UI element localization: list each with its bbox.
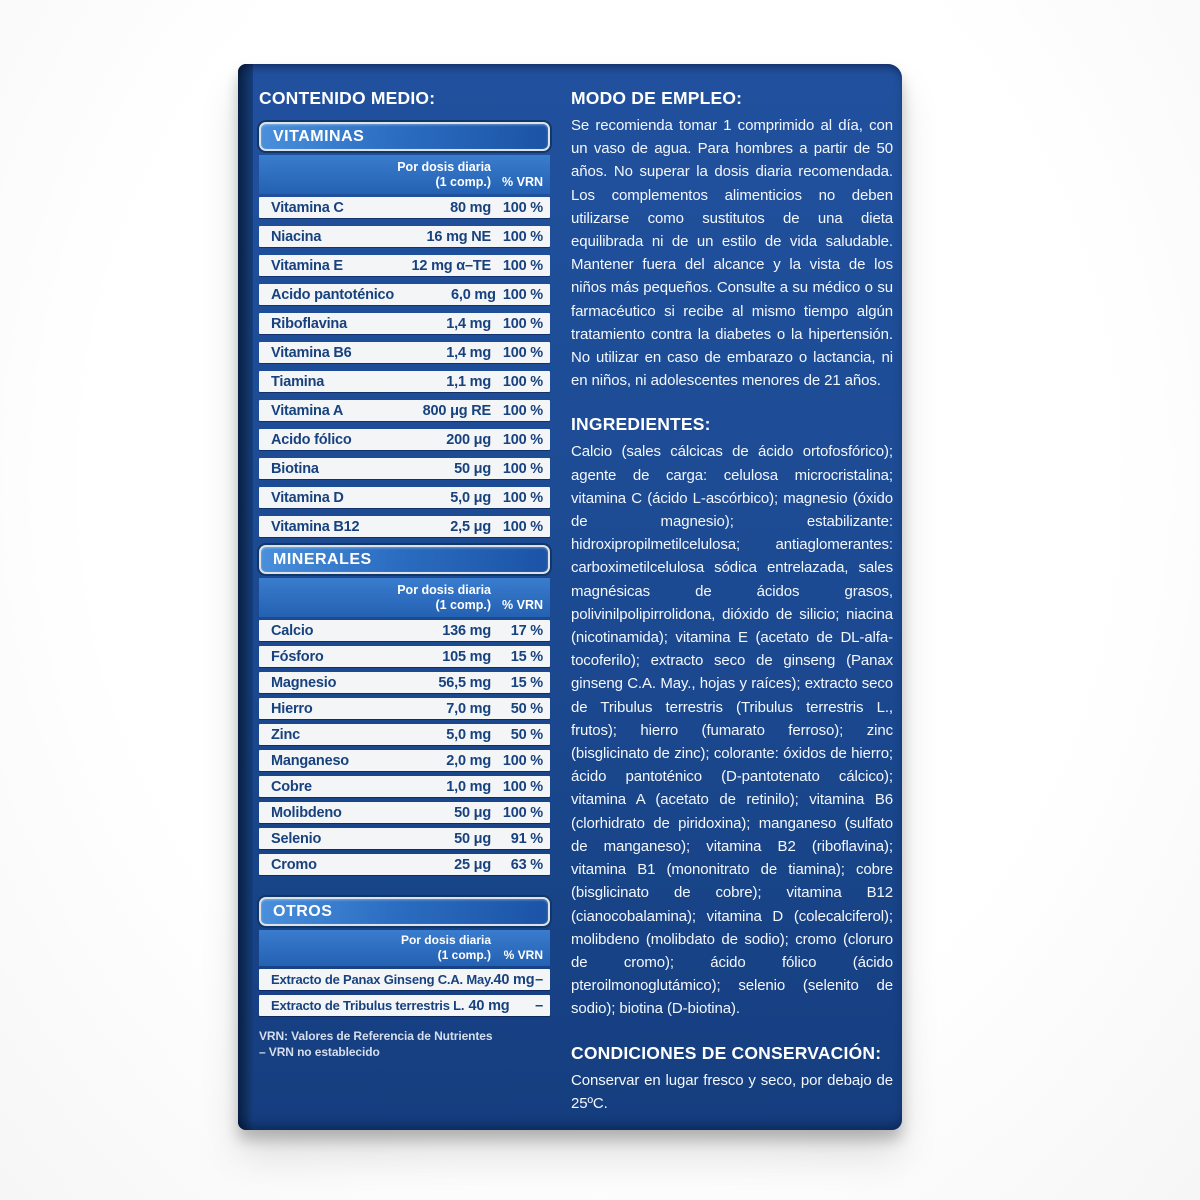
vitamins-rows bbox=[259, 197, 550, 537]
minerals-table-title: MINERALES bbox=[273, 550, 372, 568]
nutrient-amount: 40 mg bbox=[468, 997, 510, 1014]
nutrient-name: Magnesio bbox=[271, 674, 337, 691]
modo-de-empleo-title: MODO DE EMPLEO: bbox=[571, 88, 743, 108]
nutrient-vrn: 100 % bbox=[502, 489, 543, 506]
nutrient-row bbox=[259, 698, 550, 719]
nutrient-vrn: 100 % bbox=[502, 460, 543, 477]
footnote-line: VRN: Valores de Referencia de Nutrientes bbox=[259, 1029, 493, 1043]
nutrient-amount: 200 μg bbox=[446, 431, 491, 448]
nutrient-name: Selenio bbox=[271, 830, 322, 847]
vrn-footnotes bbox=[259, 1028, 550, 1060]
nutrient-amount: 136 mg bbox=[442, 622, 491, 639]
nutrient-row bbox=[259, 226, 550, 247]
nutrient-name: Vitamina A bbox=[271, 402, 344, 419]
nutrient-row bbox=[259, 724, 550, 745]
others-table bbox=[259, 897, 550, 1016]
ingredientes-text: Calcio (sales cálcicas de ácido ortofosfórico); agente de carga: celulosa microcristalina; vitamina C (ácido L-ascórbico); magnesio (óxido de magnesio); estabilizante: hidroxipropilmetilcelulosa; antiaglomerantes: carboximetilcelulosa sódica entrelazada, sales magnésicas de ácidos grasos, polivinilpolipirrolidona, dióxido de silicio; niacina (nicotinamida); vitamina E (acetato de DL-alfa-tocoferilo); extracto seco de ginseng (Panax ginseng C.A. May., hojas y raíces); extracto seco de Tribulus terrestris (Tribulus terrestris L., frutos); hierro (fumarato ferroso); zinc (bisglicinato de zinc); colorante: óxidos de hierro; ácido pantoténico (D-pantotenato cálcico); vitamina A (acetato de retinilo); vitamina B6 (clorhidrato de piridoxina); manganeso (sulfato de manganeso); vitamina B2 (riboflavina); vitamina B1 (mononitrato de tiamina); cobre (bisglicinato de cobre); vitamina B12 (cianocobalamina); vitamina D (colecalciferol); molibdeno (molibdato de sodio); cromo (cloruro de cromo); ácido fólico (ácido pteroilmonoglutámico); selenio (selenito de sodio); biotina (D-biotina). bbox=[571, 443, 893, 1018]
modo-de-empleo-section bbox=[571, 88, 893, 392]
nutrient-name: Vitamina C bbox=[271, 199, 344, 216]
nutrient-amount: 2,0 mg bbox=[446, 752, 491, 769]
nutrient-name: Vitamina D bbox=[271, 489, 344, 506]
box-left-edge bbox=[238, 64, 253, 1130]
nutrient-name: Hierro bbox=[271, 700, 313, 717]
nutrient-row bbox=[259, 854, 550, 875]
nutrient-name: Vitamina B6 bbox=[271, 344, 352, 361]
nutrient-vrn: 100 % bbox=[502, 373, 543, 390]
nutrient-row bbox=[259, 313, 550, 334]
nutrient-row bbox=[259, 620, 550, 641]
nutrient-row bbox=[259, 400, 550, 421]
nutrient-row bbox=[259, 284, 550, 305]
nutrient-amount: 50 μg bbox=[454, 804, 491, 821]
minerals-column-headers bbox=[259, 578, 550, 617]
nutrient-row bbox=[259, 371, 550, 392]
nutrient-amount: 1,4 mg bbox=[446, 315, 491, 332]
nutrient-vrn: 100 % bbox=[502, 199, 543, 216]
nutrient-row bbox=[259, 672, 550, 693]
nutrient-vrn: 100 % bbox=[502, 286, 543, 303]
nutrient-name: Acido pantoténico bbox=[271, 286, 395, 303]
nutrient-vrn: 15 % bbox=[510, 648, 543, 665]
vitamins-column-headers bbox=[259, 155, 550, 194]
nutrient-vrn: 50 % bbox=[510, 726, 543, 743]
nutrient-vrn: 100 % bbox=[502, 315, 543, 332]
nutrient-row bbox=[259, 458, 550, 479]
nutrient-row bbox=[259, 516, 550, 537]
nutrient-row bbox=[259, 255, 550, 276]
ingredientes-section bbox=[571, 414, 893, 1020]
nutrition-facts-column bbox=[259, 88, 550, 1060]
minerals-rows bbox=[259, 620, 550, 875]
nutrient-vrn: 100 % bbox=[502, 257, 543, 274]
footnote-line: – VRN no establecido bbox=[259, 1045, 380, 1059]
conservacion-text: Conservar en lugar fresco y seco, por debajo de 25ºC. bbox=[571, 1071, 893, 1112]
nutrient-vrn: 17 % bbox=[510, 622, 543, 639]
nutrient-row bbox=[259, 487, 550, 508]
nutrient-name: Fósforo bbox=[271, 648, 324, 665]
nutrient-amount: 2,5 μg bbox=[450, 518, 491, 535]
nutrient-name: Manganeso bbox=[271, 752, 349, 769]
contenido-medio-title: CONTENIDO MEDIO: bbox=[259, 88, 436, 108]
nutrient-amount: 12 mg α–TE bbox=[411, 257, 491, 274]
nutrient-amount: 6,0 mg bbox=[451, 286, 496, 303]
nutrient-vrn: 100 % bbox=[502, 344, 543, 361]
nutrient-vrn: 15 % bbox=[510, 674, 543, 691]
nutrient-vrn: 100 % bbox=[502, 431, 543, 448]
nutrient-name: Extracto de Panax Ginseng C.A. May. bbox=[271, 972, 494, 987]
nutrient-amount: 50 μg bbox=[454, 830, 491, 847]
nutrient-amount: 7,0 mg bbox=[446, 700, 491, 717]
others-rows bbox=[259, 969, 550, 1016]
nutrient-name: Niacina bbox=[271, 228, 322, 245]
others-column-headers bbox=[259, 930, 550, 966]
nutrient-name: Vitamina E bbox=[271, 257, 343, 274]
nutrient-amount: 5,0 μg bbox=[450, 489, 491, 506]
nutrient-name: Tiamina bbox=[271, 373, 325, 390]
nutrient-amount: 1,0 mg bbox=[446, 778, 491, 795]
nutrient-amount: 56,5 mg bbox=[438, 674, 491, 691]
nutrient-vrn: 100 % bbox=[502, 804, 543, 821]
nutrient-name: Riboflavina bbox=[271, 315, 347, 332]
nutrient-row bbox=[259, 646, 550, 667]
nutrient-row bbox=[259, 750, 550, 771]
nutrient-name: Acido fólico bbox=[271, 431, 352, 448]
nutrient-name: Molibdeno bbox=[271, 804, 342, 821]
nutrient-name: Extracto de Tribulus terrestris L. bbox=[271, 998, 465, 1013]
nutrient-name: Zinc bbox=[271, 726, 301, 743]
nutrient-amount: 5,0 mg bbox=[446, 726, 491, 743]
nutrient-amount: 40 mg bbox=[493, 971, 535, 988]
vitamins-table-title: VITAMINAS bbox=[273, 127, 365, 145]
nutrient-vrn: 63 % bbox=[510, 856, 543, 873]
nutrient-row bbox=[259, 969, 550, 990]
nutrient-vrn: 50 % bbox=[510, 700, 543, 717]
nutrient-amount: 1,1 mg bbox=[446, 373, 491, 390]
minerals-table-title-bar bbox=[259, 545, 550, 574]
nutrient-amount: 1,4 mg bbox=[446, 344, 491, 361]
nutrient-amount: 50 μg bbox=[454, 460, 491, 477]
nutrient-name: Vitamina B12 bbox=[271, 518, 360, 535]
dose-column-header: Por dosis diaria (1 comp.) bbox=[400, 933, 491, 962]
nutrient-amount: 800 μg RE bbox=[422, 402, 491, 419]
nutrient-vrn: 100 % bbox=[502, 402, 543, 419]
nutrient-vrn: 91 % bbox=[510, 830, 543, 847]
nutrient-row bbox=[259, 828, 550, 849]
nutrient-row bbox=[259, 429, 550, 450]
nutrient-vrn: 100 % bbox=[502, 228, 543, 245]
nutrient-vrn: 100 % bbox=[502, 518, 543, 535]
nutrient-vrn: 100 % bbox=[502, 752, 543, 769]
modo-de-empleo-text: Se recomienda tomar 1 comprimido al día, con un vaso de agua. Para hombres a partir de 50 años. No superar la dosis diaria recomendada. Los complementos alimenticios no deben utilizarse como sustitutos de una dieta equilibrada ni de un estilo de vida saludable. Mantener fuera del alcance y la vista de los niños más pequeños. Consulte a su médico o su farmacéutico si recibe al mismo tiempo algún tratamiento contra la diabetes o la hipertensión. No utilizar en caso de embarazo o lactancia, ni en niños, ni adolescentes menores de 21 años. bbox=[571, 117, 893, 390]
vrn-column-header: % VRN bbox=[502, 598, 543, 612]
nutrient-name: Calcio bbox=[271, 622, 314, 639]
dose-column-header: Por dosis diaria (1 comp.) bbox=[397, 160, 491, 189]
nutrient-amount: 80 mg bbox=[450, 199, 491, 216]
conservacion-section bbox=[571, 1043, 893, 1115]
nutrient-row bbox=[259, 197, 550, 218]
nutrient-vrn: – bbox=[535, 997, 543, 1014]
nutrient-amount: 25 μg bbox=[454, 856, 491, 873]
conservacion-title: CONDICIONES DE CONSERVACIÓN: bbox=[571, 1042, 882, 1063]
supplement-box-back-panel bbox=[238, 64, 902, 1130]
vrn-column-header: % VRN bbox=[502, 175, 543, 189]
dose-column-header: Por dosis diaria (1 comp.) bbox=[397, 583, 491, 612]
nutrient-vrn: – bbox=[535, 971, 543, 988]
vrn-column-header: % VRN bbox=[503, 948, 543, 962]
vitamins-table-title-bar bbox=[259, 122, 550, 151]
others-table-title: OTROS bbox=[273, 902, 333, 920]
minerals-table bbox=[259, 545, 550, 875]
nutrient-row bbox=[259, 342, 550, 363]
ingredientes-title: INGREDIENTES: bbox=[571, 414, 711, 435]
nutrient-name: Cobre bbox=[271, 778, 312, 795]
nutrient-vrn: 100 % bbox=[502, 778, 543, 795]
nutrient-row bbox=[259, 776, 550, 797]
others-table-title-bar bbox=[259, 897, 550, 926]
nutrient-name: Biotina bbox=[271, 460, 319, 477]
information-column bbox=[571, 88, 893, 1115]
nutrient-row bbox=[259, 802, 550, 823]
nutrient-name: Cromo bbox=[271, 856, 317, 873]
nutrient-amount: 16 mg NE bbox=[426, 228, 491, 245]
nutrient-amount: 105 mg bbox=[442, 648, 491, 665]
nutrient-row bbox=[259, 995, 550, 1016]
vitamins-table bbox=[259, 122, 550, 537]
